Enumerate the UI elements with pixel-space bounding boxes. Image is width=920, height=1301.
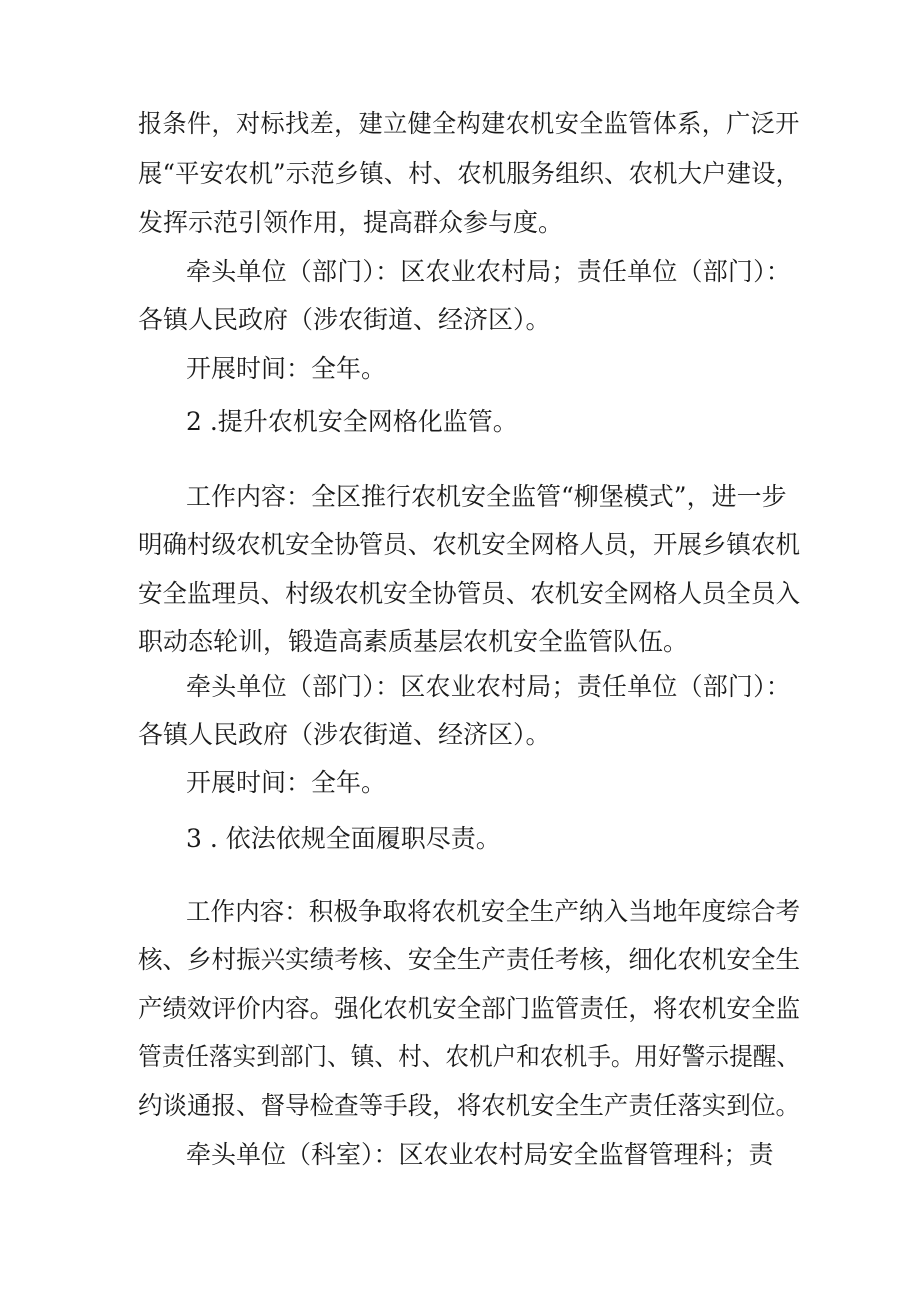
text-line: 产绩效评价内容。强化农机安全部门监管责任，将农机安全监	[138, 994, 800, 1023]
text-line: 安全监理员、村级农机安全协管员、农机安全网格人员全员入	[138, 579, 800, 608]
text-line: 明确村级农机安全协管员、农机安全网格人员，开展乡镇农机	[138, 530, 800, 559]
work-content-line: 工作内容：全区推行农机安全监管“柳堡模式”，进一步	[186, 482, 787, 511]
section-heading: 2 .提升农机安全网格化监管。	[186, 407, 518, 436]
text-line: 报条件，对标找差，建立健全构建农机安全监管体系，广泛开	[138, 109, 800, 138]
text-line: 职动态轮训，锻造高素质基层农机安全监管队伍。	[138, 627, 689, 656]
text-line: 展“平安农机”示范乡镇、村、农机服务组织、农机大户建设，	[138, 159, 801, 188]
lead-unit-line: 牵头单位（部门）：区农业农村局；责任单位（部门）：	[186, 257, 792, 286]
schedule-line: 开展时间：全年。	[186, 768, 387, 797]
text-line: 核、乡村振兴实绩考核、安全生产责任考核，细化农机安全生	[138, 945, 800, 974]
text-line: 各镇人民政府（涉农街道、经济区）。	[138, 720, 551, 749]
section-heading: 3 . 依法依规全面履职尽责。	[186, 824, 501, 853]
text-line: 各镇人民政府（涉农街道、经济区）。	[138, 305, 551, 334]
work-content-line: 工作内容：积极争取将农机安全生产纳入当地年度综合考	[186, 897, 801, 926]
text-line: 约谈通报、督导检查等手段，将农机安全生产责任落实到位。	[138, 1091, 800, 1120]
schedule-line: 开展时间：全年。	[186, 354, 387, 383]
lead-unit-line: 牵头单位（部门）：区农业农村局；责任单位（部门）：	[186, 672, 792, 701]
lead-unit-line: 牵头单位（科室）：区农业农村局安全监督管理科；责	[186, 1140, 774, 1169]
text-line: 管责任落实到部门、镇、村、农机户和农机手。用好警示提醒、	[138, 1042, 801, 1071]
text-line: 发挥示范引领作用，提高群众参与度。	[138, 208, 564, 237]
